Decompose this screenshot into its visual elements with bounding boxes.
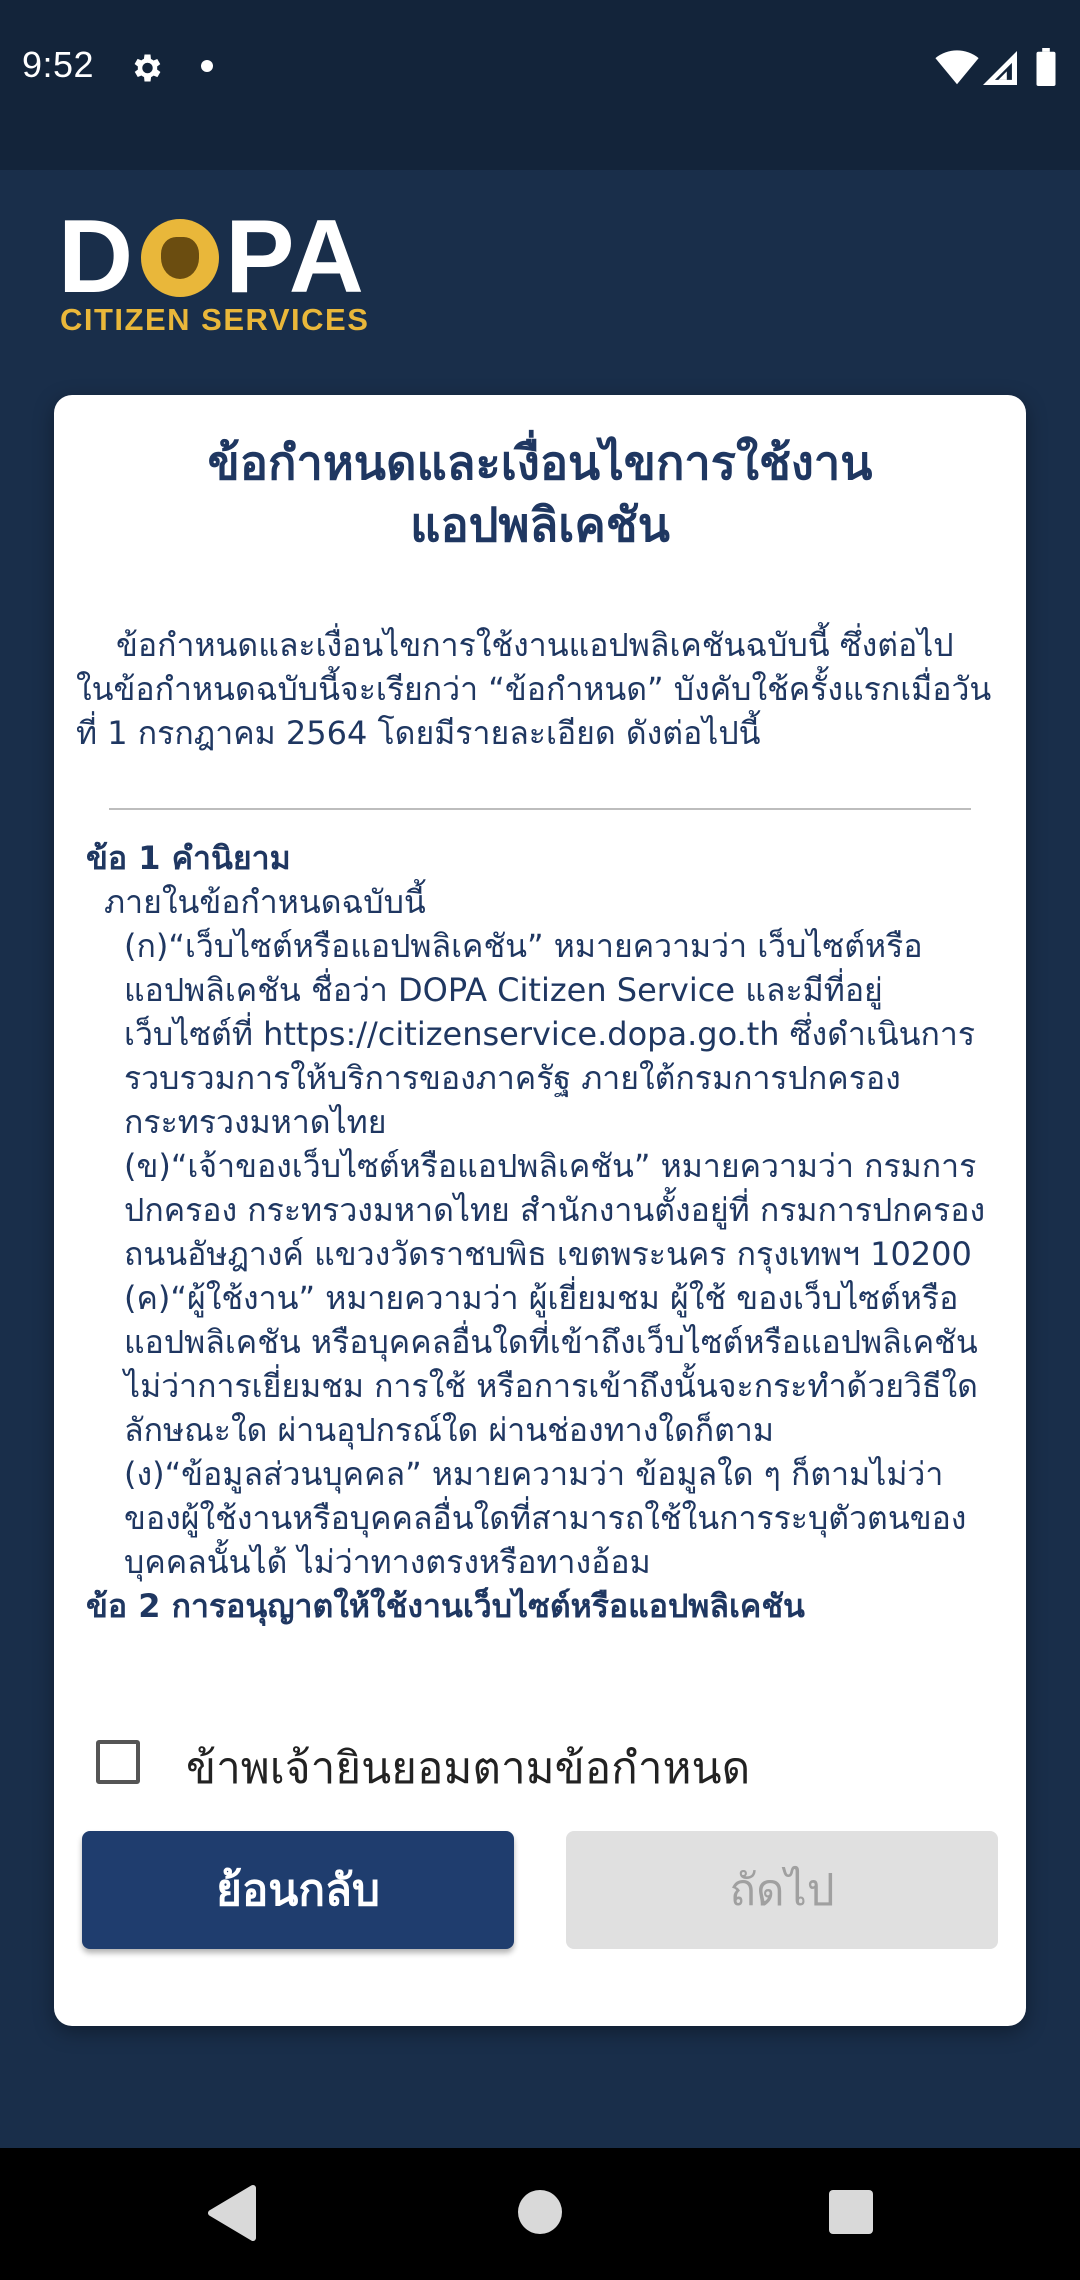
status-time: 9:52 xyxy=(22,44,95,85)
terms-item-d: (ง)“ข้อมูลส่วนบุคคล” หมายความว่า ข้อมูลใด ๆ ก็ตามไม่ว่าของผู้ใช้งานหรือบุคคลอื่นใดที่สามารถใช้ในการระบุตัวตนของบุคคลนั้นได้ ไม่ว่าทางตรงหรือทางอ้อม xyxy=(124,1455,967,1581)
status-bar xyxy=(0,0,1080,170)
logo-letter-d: D xyxy=(58,199,136,315)
recent-square-icon[interactable] xyxy=(829,2190,873,2234)
logo-wordmark xyxy=(58,199,366,315)
terms-heading-2: ข้อ 2 การอนุญาตให้ใช้งานเว็บไซต์หรือแอปพลิเคชัน xyxy=(86,1587,805,1625)
battery-icon xyxy=(1036,48,1056,86)
back-button[interactable]: ย้อนกลับ xyxy=(82,1831,514,1949)
dialog-title xyxy=(114,433,966,557)
divider xyxy=(109,808,971,810)
back-triangle-icon[interactable] xyxy=(205,2184,255,2242)
logo-subtitle: CITIZEN SERVICES xyxy=(60,302,370,337)
gear-icon xyxy=(128,50,164,86)
wifi-icon xyxy=(935,50,979,86)
next-button[interactable]: ถัดไป xyxy=(566,1831,998,1949)
intro-text xyxy=(76,623,1061,752)
terms-dialog xyxy=(54,395,1026,2026)
emblem-icon xyxy=(141,219,219,297)
consent-checkbox-label[interactable]: ข้าพเจ้ายินยอมตามข้อกำหนด xyxy=(186,1743,751,1794)
terms-subheading: ภายในข้อกำหนดฉบับนี้ xyxy=(104,883,426,921)
dopa-logo xyxy=(58,199,378,337)
terms-item-a: (ก)“เว็บไซต์หรือแอปพลิเคชัน” หมายความว่า เว็บไซต์หรือแอปพลิเคชัน ชื่อว่า DOPA Citizen Service และมีที่อยู่เว็บไซต์ที่ https://citizenservice.dopa.go.th ซึ่งดำเนินการรวบรวมการให้บริการของภาครัฐ ภายใต้กรมการปกครอง กระทรวงมหาดไทย xyxy=(124,927,976,1141)
intro-paragraph: ข้อกำหนดและเงื่อนไขการใช้งานแอปพลิเคชันฉบับนี้ ซึ่งต่อไป ในข้อกำหนดฉบับนี้จะเรียกว่า “ข้อกำหนด” บังคับใช้ครั้งแรกเมื่อวันที่ 1 กรกฎาคม 2564 โดยมีรายละเอียด ดังต่อไปนี้ xyxy=(76,626,992,752)
navigation-bar xyxy=(0,2148,1080,2280)
dialog-title-line1: ข้อกำหนดและเงื่อนไขการใช้งาน xyxy=(207,436,873,491)
notification-dot-icon xyxy=(201,60,213,72)
terms-scroll-area[interactable] xyxy=(86,836,1006,1625)
consent-checkbox[interactable] xyxy=(96,1740,140,1784)
home-circle-icon[interactable] xyxy=(518,2190,562,2234)
dialog-title-line2: แอปพลิเคชัน xyxy=(410,498,670,553)
terms-heading: ข้อ 1 คำนิยาม xyxy=(86,839,291,877)
terms-item-b: (ข)“เจ้าของเว็บไซต์หรือแอปพลิเคชัน” หมายความว่า กรมการปกครอง กระทรวงมหาดไทย สำนักงานตั้งอยู่ที่ กรมการปกครอง ถนนอัษฎางค์ แขวงวัดราชบพิธ เขตพระนคร กรุงเทพฯ 10200 xyxy=(124,1147,986,1273)
signal-icon xyxy=(983,50,1017,86)
logo-letters-pa: PA xyxy=(225,199,366,315)
terms-item-c: (ค)“ผู้ใช้งาน” หมายความว่า ผู้เยี่ยมชม ผู้ใช้ ของเว็บไซต์หรือแอปพลิเคชัน หรือบุคคลอื่นใดที่เข้าถึงเว็บไซต์หรือแอปพลิเคชัน ไม่ว่าการเยี่ยมชม การใช้ หรือการเข้าถึงนั้นจะกระทำด้วยวิธีใด ลักษณะใด ผ่านอุปกรณ์ใด ผ่านช่องทางใดก็ตาม xyxy=(124,1279,978,1449)
